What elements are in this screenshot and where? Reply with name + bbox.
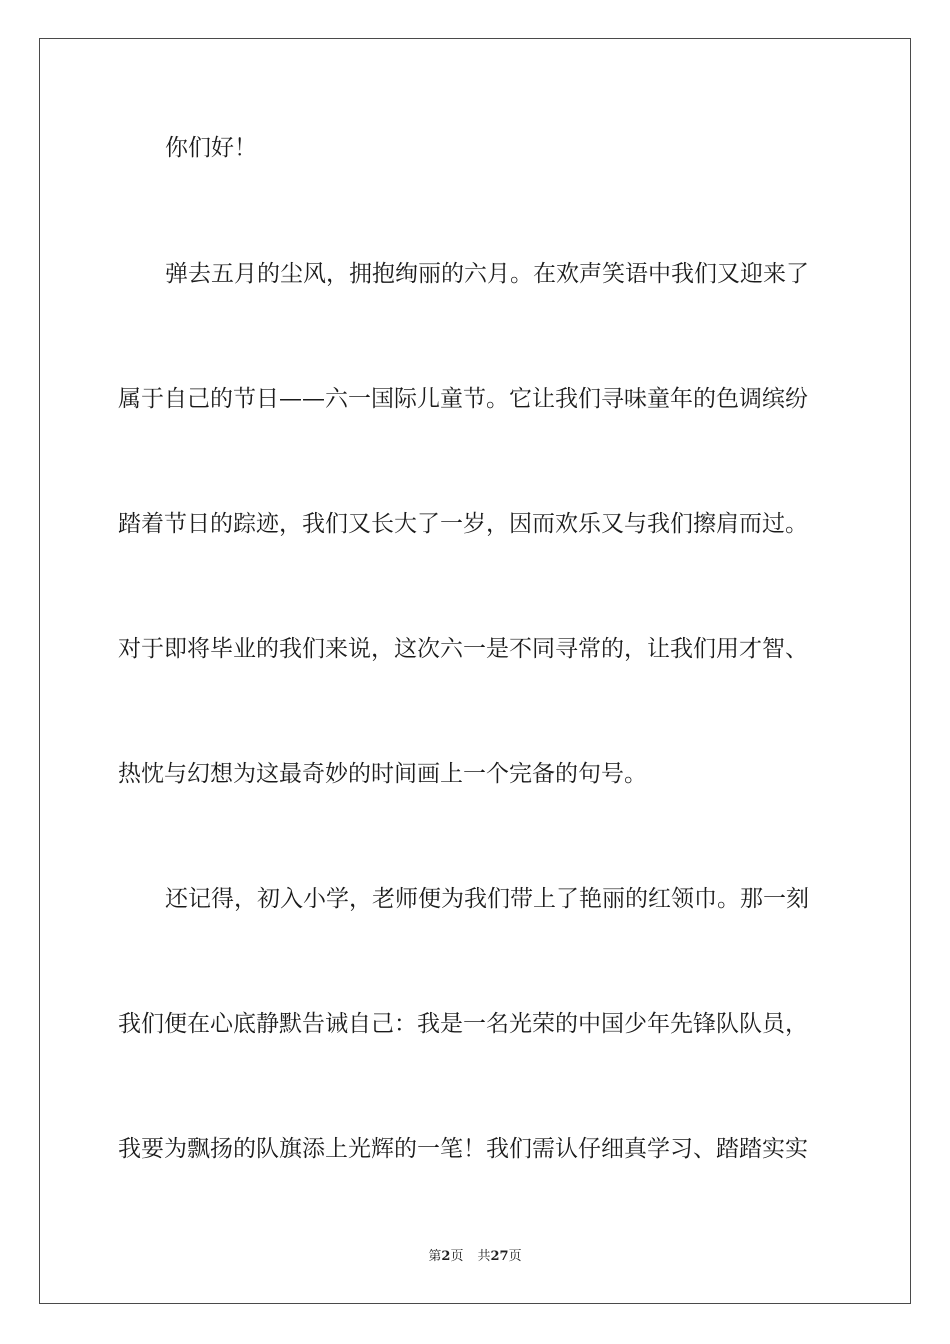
page-border bbox=[39, 38, 911, 1304]
text-line-paragraph-2-line-2: 我们便在心底静默告诫自己：我是一名光荣的中国少年先锋队队员， bbox=[118, 1011, 808, 1037]
text-line-paragraph-1-line-1: 弹去五月的尘风，拥抱绚丽的六月。在欢声笑语中我们又迎来了 bbox=[165, 261, 809, 287]
page-number-suffix: 页 bbox=[450, 1249, 464, 1264]
total-pages-prefix: 共 bbox=[477, 1249, 491, 1264]
page-number-prefix: 第 bbox=[428, 1249, 442, 1264]
text-line-paragraph-2-line-1: 还记得，初入小学，老师便为我们带上了艳丽的红领巾。那一刻 bbox=[165, 886, 809, 912]
text-line-paragraph-1-line-3: 踏着节日的踪迹，我们又长大了一岁，因而欢乐又与我们擦肩而过。 bbox=[118, 511, 808, 537]
total-pages-suffix: 页 bbox=[508, 1249, 522, 1264]
page-footer bbox=[0, 1248, 950, 1266]
text-line-paragraph-1-line-5: 热忱与幻想为这最奇妙的时间画上一个完备的句号。 bbox=[118, 761, 647, 787]
text-line-paragraph-1-line-4: 对于即将毕业的我们来说，这次六一是不同寻常的，让我们用才智、 bbox=[118, 636, 808, 662]
page-number: 2 bbox=[441, 1249, 451, 1264]
total-pages: 27 bbox=[490, 1249, 509, 1264]
text-line-paragraph-1-line-2: 属于自己的节日——六一国际儿童节。它让我们寻味童年的色调缤纷 bbox=[118, 386, 808, 412]
text-line-paragraph-2-line-3: 我要为飘扬的队旗添上光辉的一笔！我们需认仔细真学习、踏踏实实 bbox=[118, 1136, 808, 1162]
text-line-greeting: 你们好！ bbox=[165, 135, 257, 161]
